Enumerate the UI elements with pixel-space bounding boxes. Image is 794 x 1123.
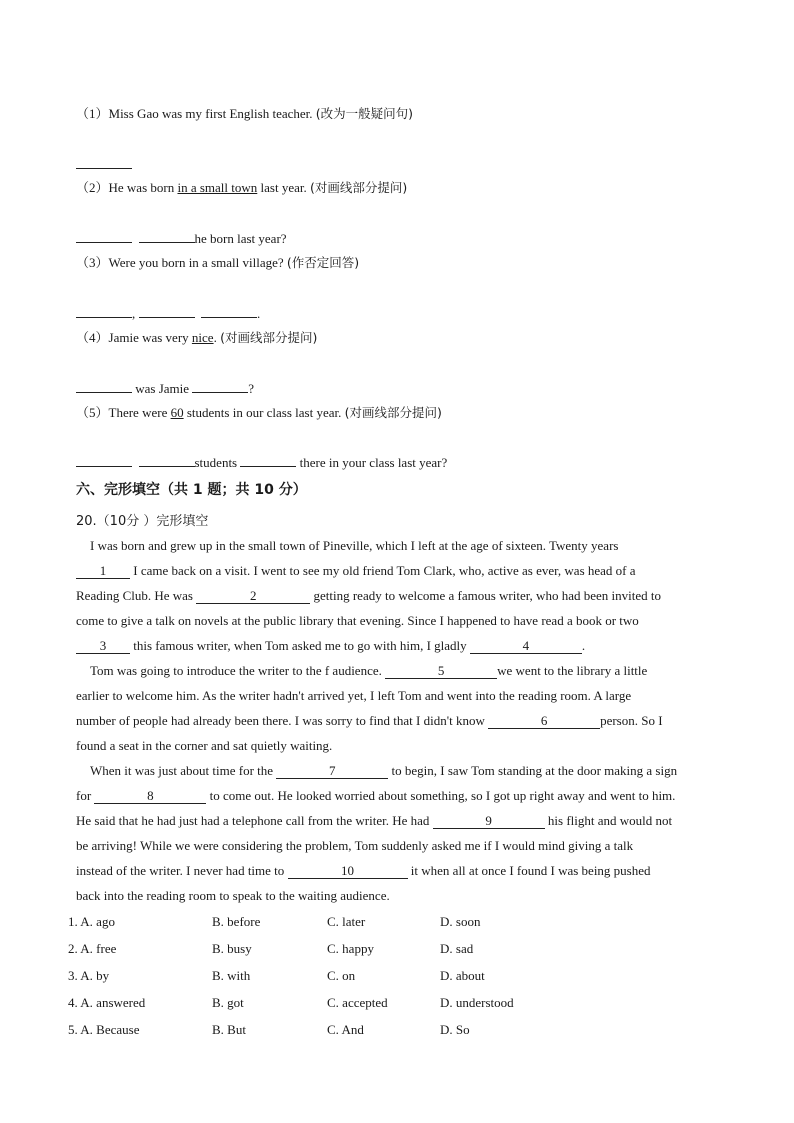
cloze-blank-6[interactable]: 6 [488, 714, 600, 729]
option-a[interactable]: 5. A. Because [68, 1022, 140, 1037]
passage-line-10 [90, 763, 677, 779]
passage-text: earlier to welcome him. As the writer hadn't arrived yet, I left Tom and went into the reading room. A large [76, 688, 632, 703]
question-instruction: (对画线部分提问) [220, 330, 318, 345]
question-instruction: (对画线部分提问) [310, 180, 408, 195]
question-instruction: (对画线部分提问) [344, 405, 442, 420]
passage-text: person. So I [600, 713, 663, 728]
passage-line-2 [76, 563, 636, 579]
answer-text: was Jamie [132, 381, 193, 396]
option-d[interactable]: D. So [440, 1022, 470, 1037]
passage-line-11 [76, 788, 675, 804]
passage-line-9 [76, 738, 332, 754]
option-c[interactable]: C. And [327, 1022, 364, 1037]
answer-blank[interactable] [139, 230, 195, 243]
option-a[interactable]: 3. A. by [68, 968, 110, 983]
passage-text: come to give a talk on novels at the public library that evening. Since I happened to have read a book or two [76, 613, 639, 628]
passage-text: it when all at once I found I was being pushed [407, 863, 651, 878]
option-b[interactable]: B. got [212, 995, 244, 1010]
option-c[interactable]: C. on [327, 968, 356, 983]
answer-punctuation: , [132, 306, 136, 321]
passage-text: found a seat in the corner and sat quietly waiting. [76, 738, 333, 753]
option-c[interactable]: C. later [327, 914, 366, 929]
option-c[interactable]: C. accepted [327, 995, 388, 1010]
question-text: students in our class last year. [183, 405, 345, 420]
passage-text: I was born and grew up in the small town of Pineville, which I left at the age of sixteen. Twenty years [90, 538, 619, 553]
passage-line-13 [76, 838, 633, 854]
option-b[interactable]: B. before [212, 914, 261, 929]
answer-blank[interactable] [76, 454, 132, 467]
option-d[interactable]: D. about [440, 968, 485, 983]
cloze-blank-5[interactable]: 5 [385, 664, 497, 679]
answer-line-4 [76, 380, 254, 397]
option-a[interactable]: 2. A. free [68, 941, 117, 956]
answer-blank[interactable] [76, 230, 132, 243]
answer-line-2 [76, 230, 287, 247]
cloze-blank-3[interactable]: 3 [76, 639, 130, 654]
passage-text: number of people had already been there. I was sorry to find that I didn't know [76, 713, 489, 728]
option-d[interactable]: D. soon [440, 914, 481, 929]
option-a[interactable]: 4. A. answered [68, 995, 146, 1010]
cloze-blank-7[interactable]: 7 [276, 764, 388, 779]
underlined-phrase: 60 [170, 405, 184, 420]
question-number: （4） [76, 330, 109, 345]
question-5 [76, 405, 442, 421]
passage-line-7 [76, 688, 631, 704]
passage-line-12 [76, 813, 672, 829]
passage-text: instead of the writer. I never had time to [76, 863, 288, 878]
answer-text: there in your class last year? [296, 455, 448, 470]
q20-header: 20.（10分 ）完形填空 [76, 514, 209, 529]
passage-text: be arriving! While we were considering the problem, Tom suddenly asked me if I would mind giving a talk [76, 838, 634, 853]
cloze-blank-10[interactable]: 10 [288, 864, 408, 879]
answer-blank[interactable] [201, 305, 257, 318]
passage-text: When it was just about time for the [90, 763, 277, 778]
answer-blank-1[interactable] [76, 156, 132, 173]
passage-text: his flight and would not [544, 813, 673, 828]
cloze-blank-2[interactable]: 2 [196, 589, 310, 604]
passage-line-14 [76, 863, 651, 879]
cloze-blank-4[interactable]: 4 [470, 639, 582, 654]
underlined-phrase: nice [191, 330, 214, 345]
passage-text: back into the reading room to speak to the waiting audience. [76, 888, 390, 903]
question-2 [76, 180, 407, 196]
passage-text: this famous writer, when Tom asked me to go with him, I gladly [130, 638, 470, 653]
passage-line-1 [90, 538, 618, 554]
answer-blank[interactable] [192, 380, 248, 393]
question-number: （3） [76, 255, 109, 270]
question-text: Jamie was very [108, 330, 192, 345]
passage-text: to come out. He looked worried about something, so I got up right away and went to him. [206, 788, 676, 803]
passage-text: for [76, 788, 95, 803]
option-d[interactable]: D. sad [440, 941, 474, 956]
option-d[interactable]: D. understood [440, 995, 514, 1010]
question-number: （2） [76, 180, 109, 195]
option-b[interactable]: B. busy [212, 941, 252, 956]
passage-text: to begin, I saw Tom standing at the door making a sign [388, 763, 678, 778]
passage-text: getting ready to welcome a famous writer, who had been invited to [310, 588, 661, 603]
passage-text: I came back on a visit. I went to see my old friend Tom Clark, who, active as ever, was head of a [130, 563, 636, 578]
cloze-blank-8[interactable]: 8 [94, 789, 206, 804]
option-b[interactable]: B. with [212, 968, 251, 983]
question-text: He was born [108, 180, 178, 195]
question-4 [76, 330, 317, 346]
question-text: . [213, 330, 221, 345]
answer-line-3 [76, 305, 260, 322]
answer-text: students [194, 455, 241, 470]
answer-blank[interactable] [76, 305, 132, 318]
question-instruction: (改为一般疑问句) [315, 106, 414, 121]
option-b[interactable]: B. But [212, 1022, 246, 1037]
passage-line-15 [76, 888, 390, 904]
passage-text: . [581, 638, 586, 653]
option-a[interactable]: 1. A. ago [68, 914, 115, 929]
question-3 [76, 255, 359, 271]
question-text: There were [108, 405, 171, 420]
passage-line-4 [76, 613, 639, 629]
question-text: Miss Gao was my first English teacher. [108, 106, 316, 121]
answer-text: ? [248, 381, 255, 396]
answer-blank[interactable] [76, 380, 132, 393]
question-instruction: (作否定回答) [286, 255, 360, 270]
passage-line-8 [76, 713, 663, 729]
passage-text: Tom was going to introduce the writer to the f audience. [90, 663, 386, 678]
answer-blank[interactable] [240, 454, 296, 467]
answer-blank[interactable] [139, 305, 195, 318]
answer-blank[interactable] [139, 454, 195, 467]
passage-text: we went to the library a little [497, 663, 648, 678]
question-number: （1） [76, 106, 109, 121]
passage-line-6 [90, 663, 647, 679]
answer-text: he born last year? [194, 231, 287, 246]
cloze-blank-1[interactable]: 1 [76, 564, 130, 579]
answer-line-5 [76, 454, 447, 471]
question-text: Were you born in a small village? [108, 255, 287, 270]
underlined-phrase: in a small town [177, 180, 258, 195]
question-1 [76, 106, 413, 122]
question-number: （5） [76, 405, 109, 420]
passage-line-5 [76, 638, 585, 654]
answer-punctuation: . [257, 306, 261, 321]
passage-line-3 [76, 588, 661, 604]
section-heading: 六、完形填空（共 1 题；共 10 分） [76, 482, 307, 498]
passage-text: Reading Club. He was [76, 588, 197, 603]
option-c[interactable]: C. happy [327, 941, 374, 956]
question-text: last year. [257, 180, 310, 195]
cloze-blank-9[interactable]: 9 [433, 814, 545, 829]
passage-text: He said that he had just had a telephone call from the writer. He had [76, 813, 433, 828]
